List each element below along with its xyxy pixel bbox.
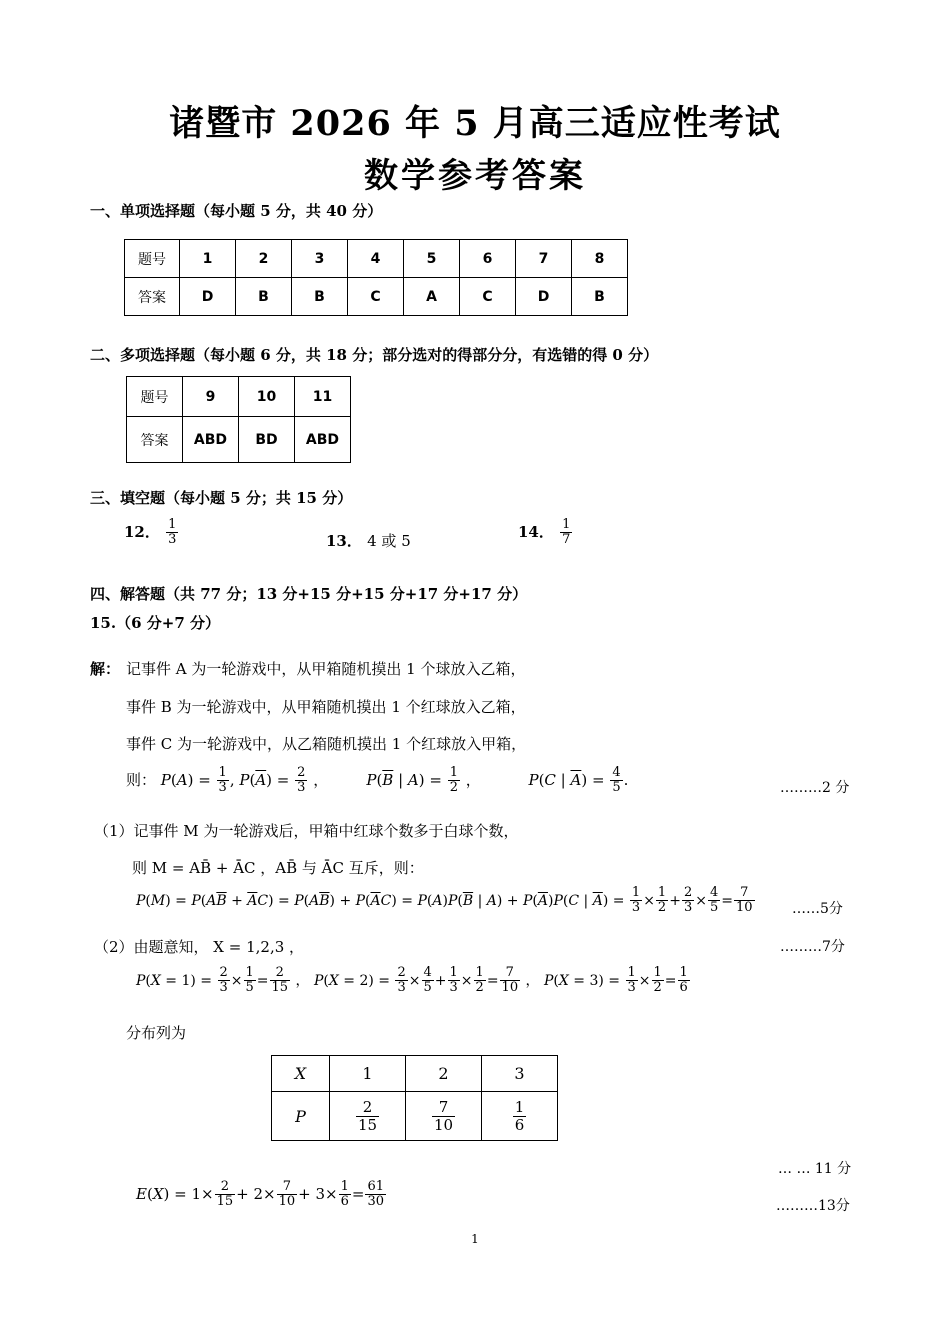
fraction: $\frac{61}{30}$ [367,1179,384,1210]
fraction: $\frac{2}{15}$ [357,1098,378,1134]
table-header: X [272,1056,330,1092]
score-mark: ………2 分 [780,780,850,796]
solution-line-3: 事件 C 为一轮游戏中，从乙箱随机摸出 1 个红球放入甲箱， [126,735,527,753]
table-cell: C [348,278,404,316]
fraction: $\frac{1}{2}$ [475,965,484,996]
table-cell: 2 [236,240,292,278]
fraction: $\frac{4}{5}$ [423,965,432,996]
part2-text: （2）由题意知， X = 1,2,3 ， [94,938,305,956]
table-cell: 7 [516,240,572,278]
denominator: 7 [562,532,571,548]
fraction: $\frac{2}{3}$ [219,965,228,996]
table-cell: D [180,278,236,316]
expectation-equation: E(X) = 1× $\frac{2}{15}$ + 2× $\frac{7}{10}$ + 3× $\frac{1}{6}$ = $\frac{61}{30}$ [136,1179,384,1210]
fraction: $\frac{1}{2}$ [657,885,667,916]
section2-heading: 二、多项选择题（每小题 6 分，共 18 分；部分选对的得部分分，有选错的得 0 分） [90,346,659,364]
fraction: $\frac{1}{3}$ [627,965,636,996]
part1-then: 则 M = AB̄ + ĀC ，AB̄ 与 ĀC 互斥，则： [132,859,424,877]
page-number: 1 [471,1232,479,1246]
table-cell: A [404,278,460,316]
table-cell: 11 [295,377,351,417]
table-cell: 10 [239,377,295,417]
fraction: $\frac{7}{10}$ [501,965,519,996]
table-cell: 6 [460,240,516,278]
table-cell: 3 [482,1056,558,1092]
distribution-label: 分布列为 [126,1024,187,1042]
table-row-label: 答案 [125,278,180,316]
table-cell: 1 [180,240,236,278]
pm-equation: $P(M) = P(A\overline{B} + \overline{A}C) = P(A\overline{B}) + P(\overline{A}C) = P(A)P(\overline{B}$ | $A) + P(\overline{A})P(C$ | $\overline{A}$) = $\frac{1}{3}$ × $\frac{1}{2}$ + $\frac{2}{3}$ × $\frac{4}{5}$ = $\frac{7}{10}$ [136,885,753,916]
fraction [166,518,178,548]
fraction: $\frac{1}{3}$ [449,965,458,996]
fraction: $\frac{4}{5}$ [709,885,719,916]
fraction: $\frac{1}{6}$ [679,965,688,996]
px-equations: P(X = 1) = $\frac{2}{3}$ × $\frac{1}{5}$ = $\frac{2}{15}$ ， P(X = 2) = $\frac{2}{3}$ × $\frac{4}{5}$ + $\frac{1}{3}$ × $\frac{1}{2}$ = $\frac{7}{10}$ ， P(X = 3) = $\frac{1}{3}$ × $\frac{1}{2}$ = $\frac{1}{6}$ [136,965,688,996]
fill-blank-12 [124,518,179,548]
page-subtitle: 数学参考答案 [364,156,586,196]
fraction: $\frac{2}{15}$ [271,965,289,996]
table-cell: B [236,278,292,316]
table-cell: C [460,278,516,316]
score-mark: … … 11 分 [778,1161,852,1177]
question-number: 14． [518,522,554,541]
fraction: $\frac{1}{3}$ [631,885,641,916]
fraction: $\frac{1}{6}$ [514,1098,525,1134]
table-cell: D [516,278,572,316]
fraction: $\frac{7}{10}$ [278,1179,296,1210]
table-cell: B [292,278,348,316]
numerator: 1 [168,517,177,532]
table-cell: 8 [572,240,628,278]
part1-text: （1）记事件 M 为一轮游戏后，甲箱中红球个数多于白球个数， [94,822,519,840]
table-cell: 2 [406,1056,482,1092]
section4-heading: 四、解答题（共 77 分；13 分+15 分+15 分+17 分+17 分） [90,585,528,603]
question-number: 12． [124,522,160,541]
fraction: $\frac{2}{3}$ [683,885,693,916]
question-number: 13． [326,532,362,550]
section1-heading: 一、单项选择题（每小题 5 分，共 40 分） [90,202,383,220]
numerator: 1 [562,517,571,532]
score-mark: ……5分 [792,901,843,917]
fraction: $\frac{1}{5}$ [245,965,254,996]
question-15-heading: 15.（6 分+7 分） [90,614,220,632]
fill-blank-14 [518,518,573,548]
table-cell: B [572,278,628,316]
section3-heading: 三、填空题（每小题 5 分；共 15 分） [90,489,353,507]
fraction: $\frac{1}{2}$ [653,965,662,996]
table-row-label: 答案 [127,417,183,463]
table-row-label: 题号 [125,240,180,278]
score-mark: ………7分 [780,939,845,955]
table-header: P [272,1092,330,1141]
section2-table [126,376,351,463]
table-cell: 9 [183,377,239,417]
fraction [560,518,572,548]
fraction: $\frac{7}{10}$ [735,885,753,916]
table-cell: 4 [348,240,404,278]
probability-line: 则： P(A) = $\frac{1}{3}$ , $P(\overline{A})$ = $\frac{2}{3}$ ， $P(\overline{B}$ | A) = $\frac{1}{2}$ ， P(C | $\overline{A}$) = $\frac{4}{5}$ . [126,765,629,796]
page-title: 诸暨市 2026 年 5 月高三适应性考试 [169,103,781,144]
fraction: $\frac{2}{3}$ [397,965,406,996]
solution-line-1: 记事件 A 为一轮游戏中，从甲箱随机摸出 1 个球放入乙箱， [126,660,526,678]
table-row-label: 题号 [127,377,183,417]
table-cell: ABD [295,417,351,463]
denominator: 3 [168,532,177,548]
fraction: $\frac{2}{3}$ [297,765,306,796]
section1-table [124,239,628,316]
fraction: $\frac{2}{15}$ [216,1179,234,1210]
table-cell: BD [239,417,295,463]
solution-line-2: 事件 B 为一轮游戏中，从甲箱随机摸出 1 个红球放入乙箱， [126,698,526,716]
table-cell: ABD [183,417,239,463]
score-mark: ………13分 [776,1198,850,1214]
fraction: $\frac{1}{6}$ [340,1179,349,1210]
table-cell: 1 [330,1056,406,1092]
fraction: $\frac{1}{3}$ [218,765,227,796]
table-cell [406,1092,482,1141]
fraction: $\frac{1}{2}$ [449,765,459,796]
answer: 4 或 5 [367,532,411,550]
fraction: $\frac{4}{5}$ [612,765,621,796]
fill-blank-13 [326,530,411,551]
table-cell [330,1092,406,1141]
table-cell [482,1092,558,1141]
distribution-table [271,1055,558,1141]
fraction: $\frac{7}{10}$ [433,1098,454,1134]
table-cell: 5 [404,240,460,278]
solution-label: 解： [90,660,121,678]
table-cell: 3 [292,240,348,278]
